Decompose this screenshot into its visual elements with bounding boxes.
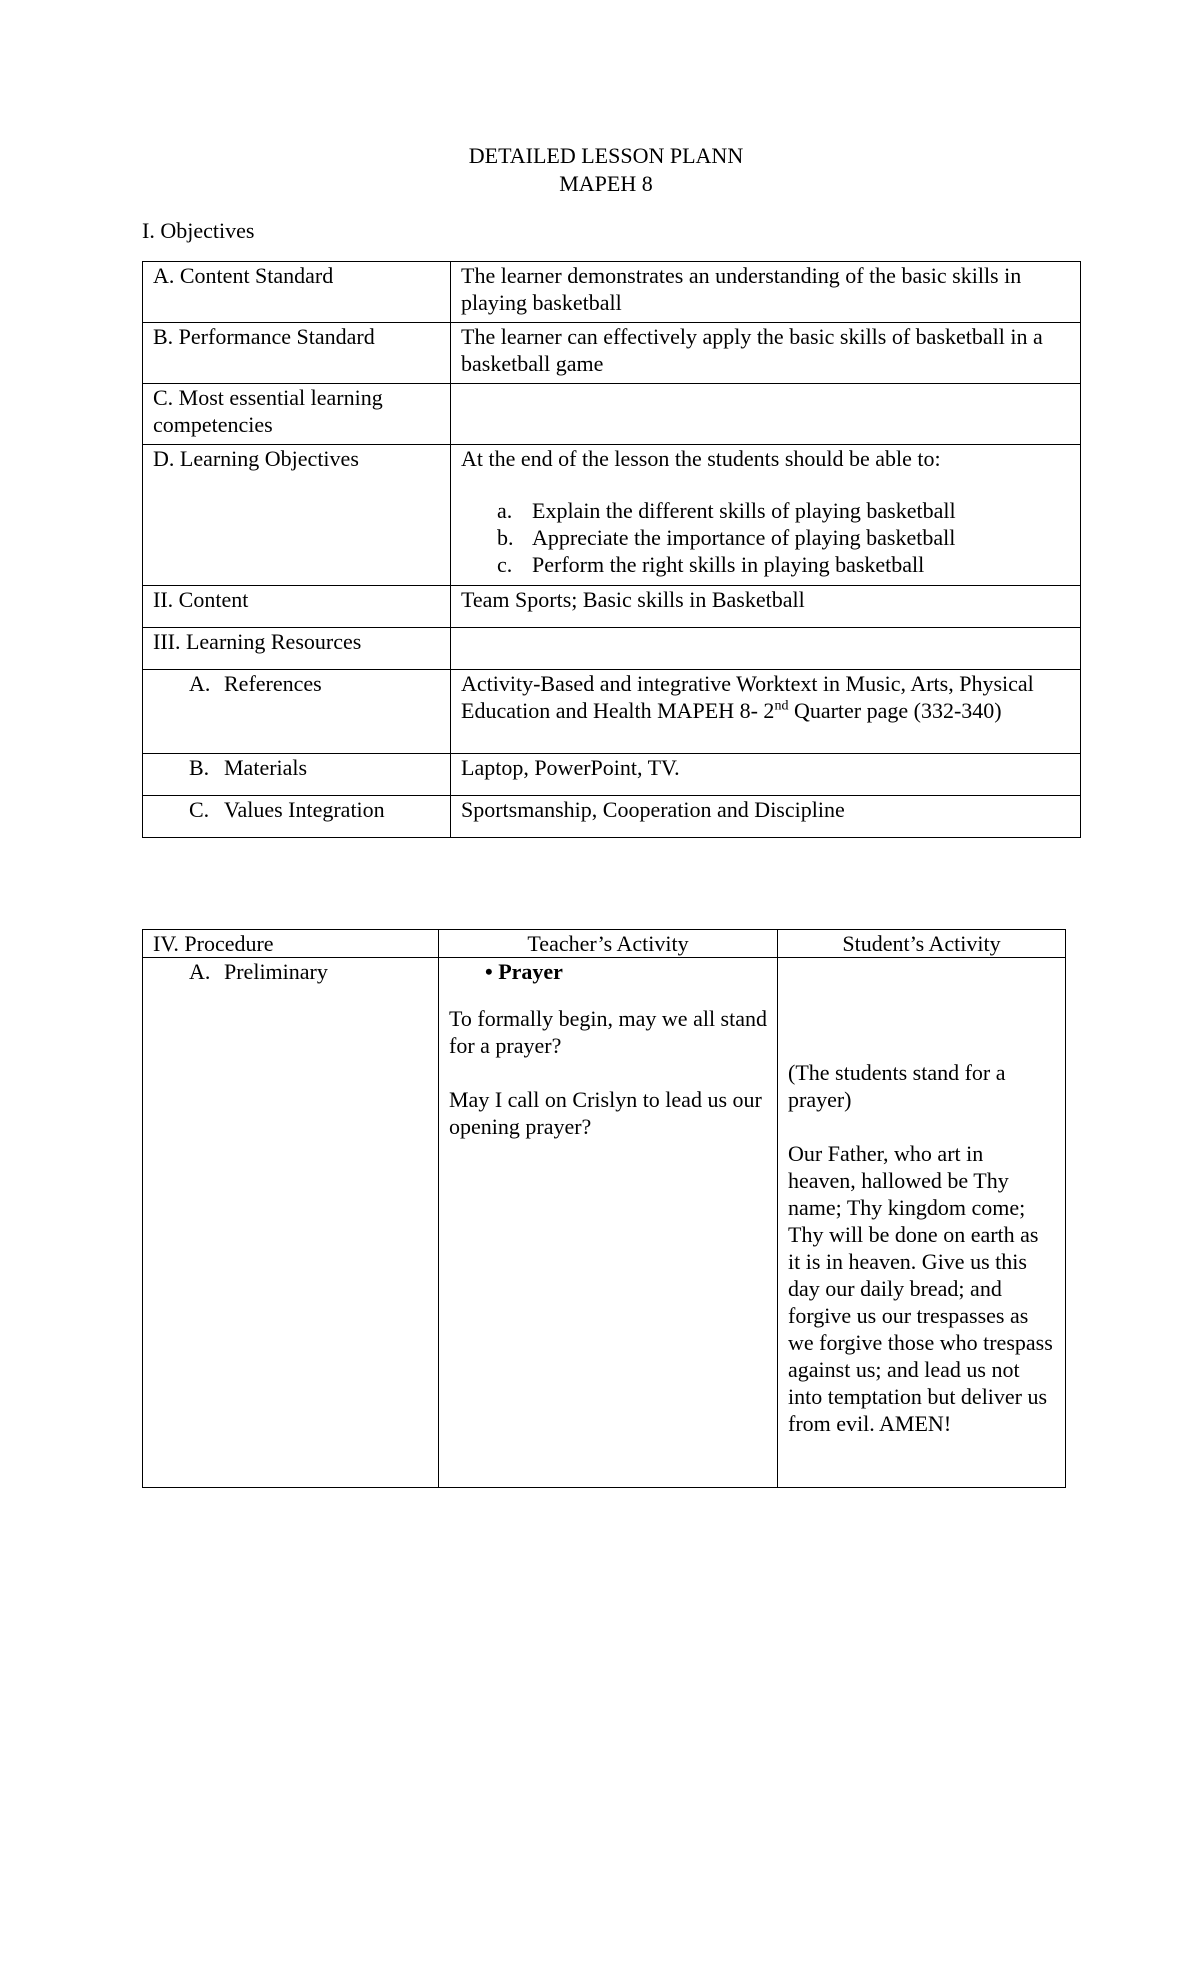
list-text: Appreciate the importance of playing basketball <box>532 525 956 550</box>
values-label-cell <box>143 796 451 838</box>
list-letter: a. <box>497 498 513 523</box>
teacher-activity-header: Teacher’s Activity <box>439 930 778 958</box>
table-row <box>143 796 1081 838</box>
teacher-line-2: May I call on Crislyn to lead us our opening prayer? <box>449 1087 762 1139</box>
list-letter: b. <box>497 525 514 550</box>
learning-objectives-label: D. Learning Objectives <box>143 445 451 586</box>
teacher-activity-cell <box>439 958 778 1488</box>
student-activity-header: Student’s Activity <box>778 930 1066 958</box>
list-item <box>461 551 1070 578</box>
values-label: Values Integration <box>224 797 385 822</box>
list-text: Perform the right skills in playing basketball <box>532 552 925 577</box>
prayer-heading <box>449 958 767 985</box>
table-row <box>143 670 1081 754</box>
performance-standard-label: B. Performance Standard <box>143 323 451 384</box>
values-value: Sportsmanship, Cooperation and Discipline <box>451 796 1081 838</box>
bullet: • <box>485 959 493 984</box>
objectives-table <box>142 261 1081 838</box>
resources-value <box>451 628 1081 670</box>
teacher-line-1: To formally begin, may we all stand for a prayer? <box>449 1006 767 1058</box>
learning-objectives-list <box>461 497 1070 578</box>
materials-letter: B. <box>189 755 210 780</box>
references-value <box>451 670 1081 754</box>
list-text: Explain the different skills of playing basketball <box>532 498 956 523</box>
content-value: Team Sports; Basic skills in Basketball <box>451 586 1081 628</box>
references-letter: A. <box>189 671 211 696</box>
learning-objectives-intro: At the end of the lesson the students should be able to: <box>461 446 941 471</box>
references-text-end: Quarter page (332-340) <box>788 698 1002 723</box>
page-subtitle: MAPEH 8 <box>559 171 653 196</box>
table-row <box>143 628 1081 670</box>
student-activity-cell <box>778 958 1066 1488</box>
list-letter: c. <box>497 552 513 577</box>
performance-standard-value: The learner can effectively apply the basic skills of basketball in a basketball game <box>451 323 1081 384</box>
table-row <box>143 958 1066 1488</box>
resources-label: III. Learning Resources <box>143 628 451 670</box>
page-title: DETAILED LESSON PLANN <box>468 143 744 168</box>
table-row <box>143 262 1081 323</box>
table-row <box>143 323 1081 384</box>
competencies-value <box>451 384 1081 445</box>
preliminary-letter: A. <box>189 959 211 984</box>
preliminary-cell <box>143 958 439 1488</box>
competencies-label: C. Most essential learning competencies <box>143 384 451 445</box>
materials-label: Materials <box>224 755 308 780</box>
list-item <box>461 524 1070 551</box>
list-item <box>461 497 1070 524</box>
student-line-2: Our Father, who art in heaven, hallowed be Thy name; Thy kingdom come; Thy will be done on earth as it is in heaven. Give us this day our daily bread; and forgive us our trespasses as we forgive those who trespass against us; and lead us not into temptation but deliver us from evil. AMEN! <box>788 1141 1053 1436</box>
materials-label-cell <box>143 754 451 796</box>
table-row <box>143 586 1081 628</box>
table-row <box>143 384 1081 445</box>
learning-objectives-cell <box>451 445 1081 586</box>
references-superscript: nd <box>774 698 789 714</box>
content-standard-label: A. Content Standard <box>143 262 451 323</box>
content-label: II. Content <box>143 586 451 628</box>
preliminary-label: Preliminary <box>224 959 328 984</box>
table-row <box>143 754 1081 796</box>
table-row <box>143 445 1081 586</box>
procedure-header: IV. Procedure <box>143 930 439 958</box>
objectives-heading: I. Objectives <box>142 218 255 243</box>
values-letter: C. <box>189 797 210 822</box>
prayer-heading-text: Prayer <box>498 959 563 984</box>
student-line-1: (The students stand for a prayer) <box>788 1060 1006 1112</box>
references-label-cell <box>143 670 451 754</box>
table-header-row <box>143 930 1066 958</box>
materials-value: Laptop, PowerPoint, TV. <box>451 754 1081 796</box>
references-text: Activity-Based and integrative Worktext in Music, Arts, Physical Education and Health MAPEH 8- 2 <box>461 671 1034 723</box>
content-standard-value: The learner demonstrates an understanding of the basic skills in playing basketball <box>451 262 1081 323</box>
references-label: References <box>224 671 322 696</box>
procedure-table <box>142 929 1066 1488</box>
